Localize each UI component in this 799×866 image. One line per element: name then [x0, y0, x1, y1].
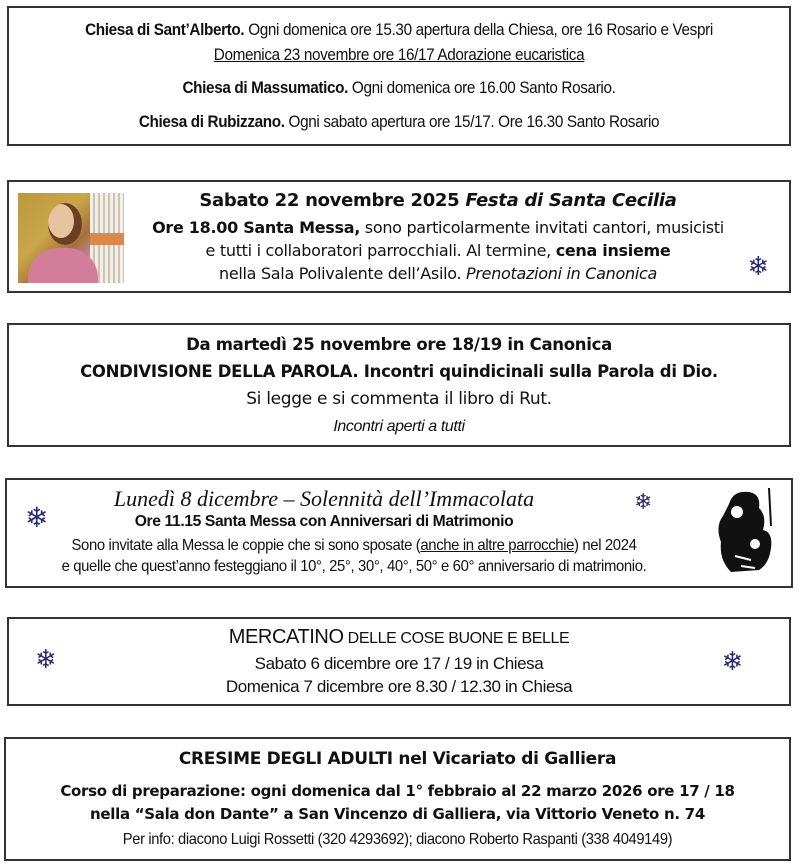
- cresime-course: Corso di preparazione: ogni domenica dal 1° febbraio al 22 marzo 2026 ore 17 / 18: [60, 782, 735, 800]
- cecilia-collab: e tutti i collaboratori parrocchiali. Al termine,: [205, 241, 556, 260]
- immacolata-line4: e quelle che quest’anno festeggiano il 10°, 25°, 30°, 40°, 50° e 60° anniversario di matrimonio.: [61, 558, 647, 575]
- parola-line3: Si legge e si commenta il libro di Rut.: [246, 389, 552, 409]
- massumatico-name: Chiesa di Massumatico.: [182, 78, 349, 97]
- parola-date: Da martedì 25 novembre ore 18/19 in Canonica: [186, 335, 612, 354]
- cecilia-mass-time: Ore 18.00 Santa Messa,: [152, 218, 361, 237]
- snowflake-icon: ❄: [25, 501, 49, 534]
- immacolata-line3: [0, 537, 760, 555]
- cecilia-dinner: cena insieme: [555, 241, 671, 260]
- mercatino-sunday: Domenica 7 dicembre ore 8.30 / 12.30 in Chiesa: [225, 677, 573, 696]
- year-text: ) nel 2024: [574, 537, 637, 554]
- cecilia-line3: [127, 241, 749, 260]
- cecilia-line2: [127, 218, 749, 237]
- cresime-contacts: Per info: diacono Luigi Rossetti (320 4293692); diacono Roberto Raspanti (338 4049149): [122, 831, 673, 848]
- parola-line2: [9, 362, 789, 381]
- snowflake-icon: ❄: [721, 647, 743, 677]
- cresime-title: [6, 749, 789, 769]
- immacolata-title: Lunedì 8 dicembre – Solennità dell’Immacolata: [113, 486, 535, 511]
- cecilia-date: Sabato 22 novembre 2025: [199, 190, 466, 211]
- box-immacolata: [5, 478, 793, 588]
- rubizzano-name: Chiesa di Rubizzano.: [138, 112, 285, 131]
- sant-alberto-name: Chiesa di Sant’Alberto.: [85, 20, 245, 39]
- immacolata-subtitle: Ore 11.15 Santa Messa con Anniversari di Matrimonio: [134, 513, 514, 530]
- cresime-venue: nella “Sala don Dante” a San Vincenzo di Galliera, via Vittorio Veneto n. 74: [90, 805, 705, 823]
- cecilia-feast: Festa di Santa Cecilia: [465, 190, 677, 211]
- parola-line1: [9, 335, 789, 354]
- box-chiese-orari: [7, 6, 791, 146]
- cecilia-venue: nella Sala Polivalente dell’Asilo.: [218, 264, 467, 283]
- box-condivisione-parola: [7, 323, 791, 447]
- cresime-title-main: CRESIME DEGLI ADULTI: [178, 749, 393, 769]
- adorazione-line: [48, 45, 750, 65]
- parola-line4: Incontri aperti a tutti: [333, 418, 465, 435]
- santa-cecilia-image: [18, 193, 124, 283]
- adorazione-text: Domenica 23 novembre ore 16/17 Adorazione eucaristica: [213, 45, 585, 64]
- snowflake-icon: ❄: [747, 252, 769, 282]
- cecilia-title: [127, 190, 749, 211]
- massumatico-schedule: Ogni domenica ore 16.00 Santo Rosario.: [348, 78, 616, 97]
- cecilia-line4: [127, 264, 749, 283]
- cecilia-booking: Prenotazioni in Canonica: [466, 264, 657, 283]
- massumatico-line: [48, 78, 750, 98]
- parola-title: CONDIVISIONE DELLA PAROLA. Incontri quindicinali sulla Parola di Dio.: [80, 362, 718, 381]
- other-parishes-text: anche in altre parrocchie: [420, 537, 575, 554]
- snowflake-icon: ❄: [35, 645, 57, 675]
- holy-family-illustration: [711, 486, 781, 576]
- sant-alberto-line: [48, 20, 750, 40]
- box-cresime-adulti: [4, 737, 791, 861]
- box-santa-cecilia: [7, 180, 791, 293]
- rubizzano-schedule: Ogni sabato apertura ore 15/17. Ore 16.30 Santo Rosario: [284, 112, 660, 131]
- mercatino-title-sub: DELLE COSE BUONE E BELLE: [343, 630, 570, 647]
- sant-alberto-schedule: Ogni domenica ore 15.30 apertura della Chiesa, ore 16 Rosario e Vespri: [244, 20, 713, 39]
- snowflake-icon: ❄: [634, 490, 653, 515]
- cecilia-invite: sono particolarmente invitati cantori, musicisti: [360, 218, 724, 237]
- mercatino-saturday: Sabato 6 dicembre ore 17 / 19 in Chiesa: [254, 654, 544, 673]
- rubizzano-line: [48, 112, 750, 132]
- invite-text: Sono invitate alla Messa le coppie che si sono sposate (: [71, 537, 421, 554]
- cresime-title-place: nel Vicariato di Galliera: [392, 749, 617, 769]
- mercatino-title-main: MERCATINO: [228, 626, 344, 648]
- mercatino-title: [9, 626, 789, 649]
- box-mercatino: [7, 617, 791, 706]
